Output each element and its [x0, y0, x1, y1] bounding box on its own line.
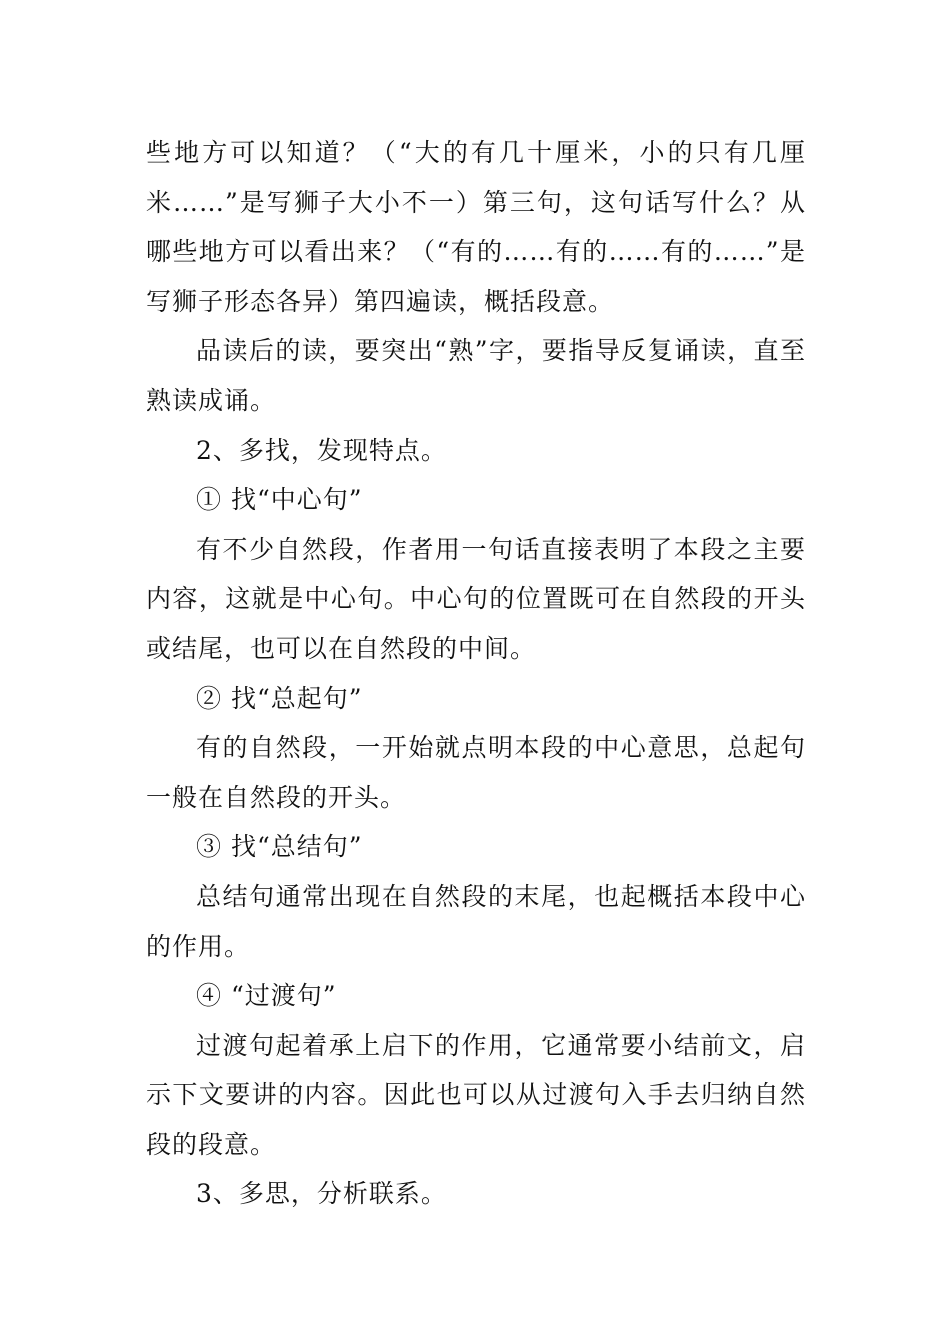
- subheading-opening-sentence: ② 找“总起句”: [196, 683, 363, 713]
- paragraph-opening-sentence: 有的自然段，一开始就点明本段的中心意思，总起句一般在自然段的开头。: [146, 733, 806, 812]
- paragraph-transition-sentence: 过渡句起着承上启下的作用，它通常要小结前文，启示下文要讲的内容。因此也可以从过渡句入手去归纳自然段的段意。: [146, 1030, 806, 1159]
- section-heading-find-features: 2、多找，发现特点。: [196, 435, 447, 465]
- subheading-summary-sentence: ③ 找“总结句”: [196, 832, 363, 862]
- paragraph-continuation: 些地方可以知道？（“大的有几十厘米，小的只有几厘米……”是写狮子大小不一）第三句，这句话写什么？从哪些地方可以看出来？（“有的……有的……有的……”是写狮子形态各异）第四遍读，概括段意。: [146, 138, 806, 316]
- section-heading-analyze-relations: 3、多思，分析联系。: [196, 1179, 447, 1209]
- paragraph-central-sentence: 有不少自然段，作者用一句话直接表明了本段之主要内容，这就是中心句。中心句的位置既可在自然段的开头或结尾，也可以在自然段的中间。: [146, 534, 806, 663]
- paragraph-summary-sentence: 总结句通常出现在自然段的末尾，也起概括本段中心的作用。: [146, 881, 806, 961]
- paragraph-reading-tip: 品读后的读，要突出“熟”字，要指导反复诵读，直至熟读成诵。: [146, 336, 806, 415]
- subheading-transition-sentence: ④ “过渡句”: [196, 981, 337, 1011]
- subheading-central-sentence: ① 找“中心句”: [196, 485, 363, 515]
- document-body: [146, 128, 806, 1219]
